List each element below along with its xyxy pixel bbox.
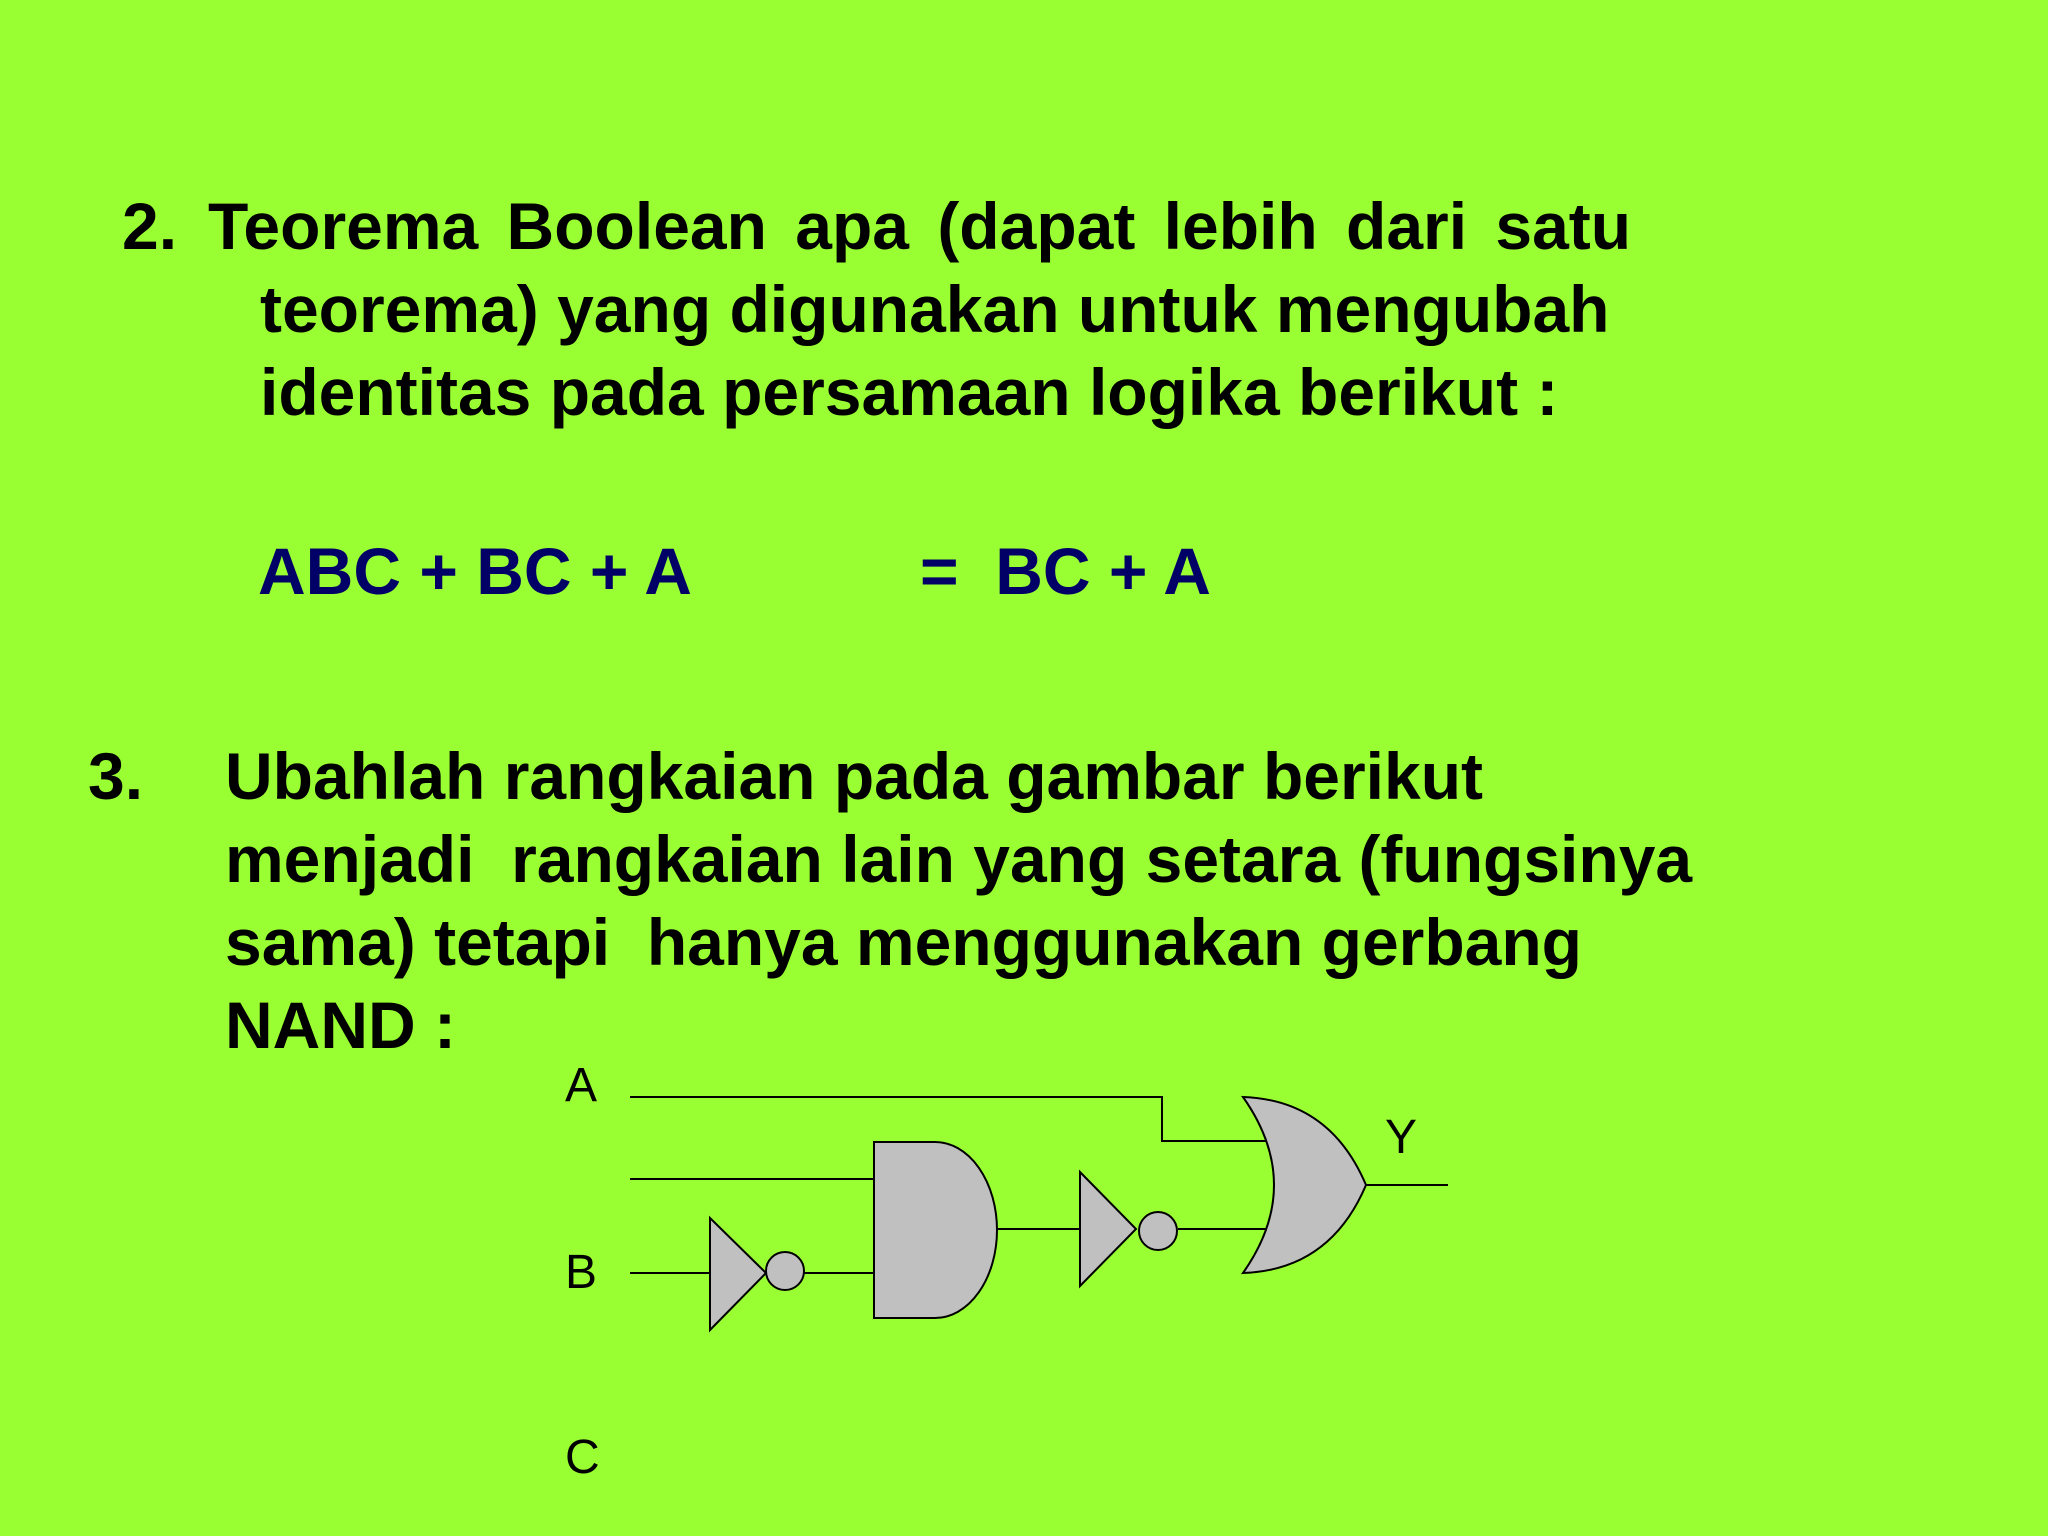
not-gate-1 xyxy=(710,1218,766,1330)
question-3-line-3: sama) tetapi hanya menggunakan gerbang xyxy=(225,905,1582,979)
question-2-number: 2. xyxy=(122,189,178,263)
question-3-line-1: Ubahlah rangkaian pada gambar berikut xyxy=(225,739,1483,813)
input-label-a: A xyxy=(565,1059,598,1112)
not-gate-2 xyxy=(1080,1172,1136,1286)
input-label-b: B xyxy=(565,1246,598,1299)
not-gate-1-bubble xyxy=(766,1252,804,1290)
question-2-line-1: Teorema Boolean apa (dapat lebih dari satu xyxy=(208,189,1632,263)
and-gate xyxy=(874,1142,997,1318)
equation-left: ABC + BC + A xyxy=(258,534,692,608)
input-label-c: C xyxy=(565,1431,600,1484)
wire-a xyxy=(630,1097,1278,1141)
equation-right: = BC + A xyxy=(920,534,1211,608)
question-3-line-4: NAND : xyxy=(225,988,456,1062)
question-2-line-2: teorema) yang digunakan untuk mengubah xyxy=(260,272,1610,346)
not-gate-2-bubble xyxy=(1139,1212,1177,1250)
question-3-line-2: menjadi rangkaian lain yang setara (fungsinya xyxy=(225,822,1693,896)
or-gate xyxy=(1243,1097,1366,1273)
question-2-line-3: identitas pada persamaan logika berikut : xyxy=(260,355,1559,429)
question-3-number: 3. xyxy=(88,739,144,813)
output-label-y: Y xyxy=(1385,1111,1418,1164)
